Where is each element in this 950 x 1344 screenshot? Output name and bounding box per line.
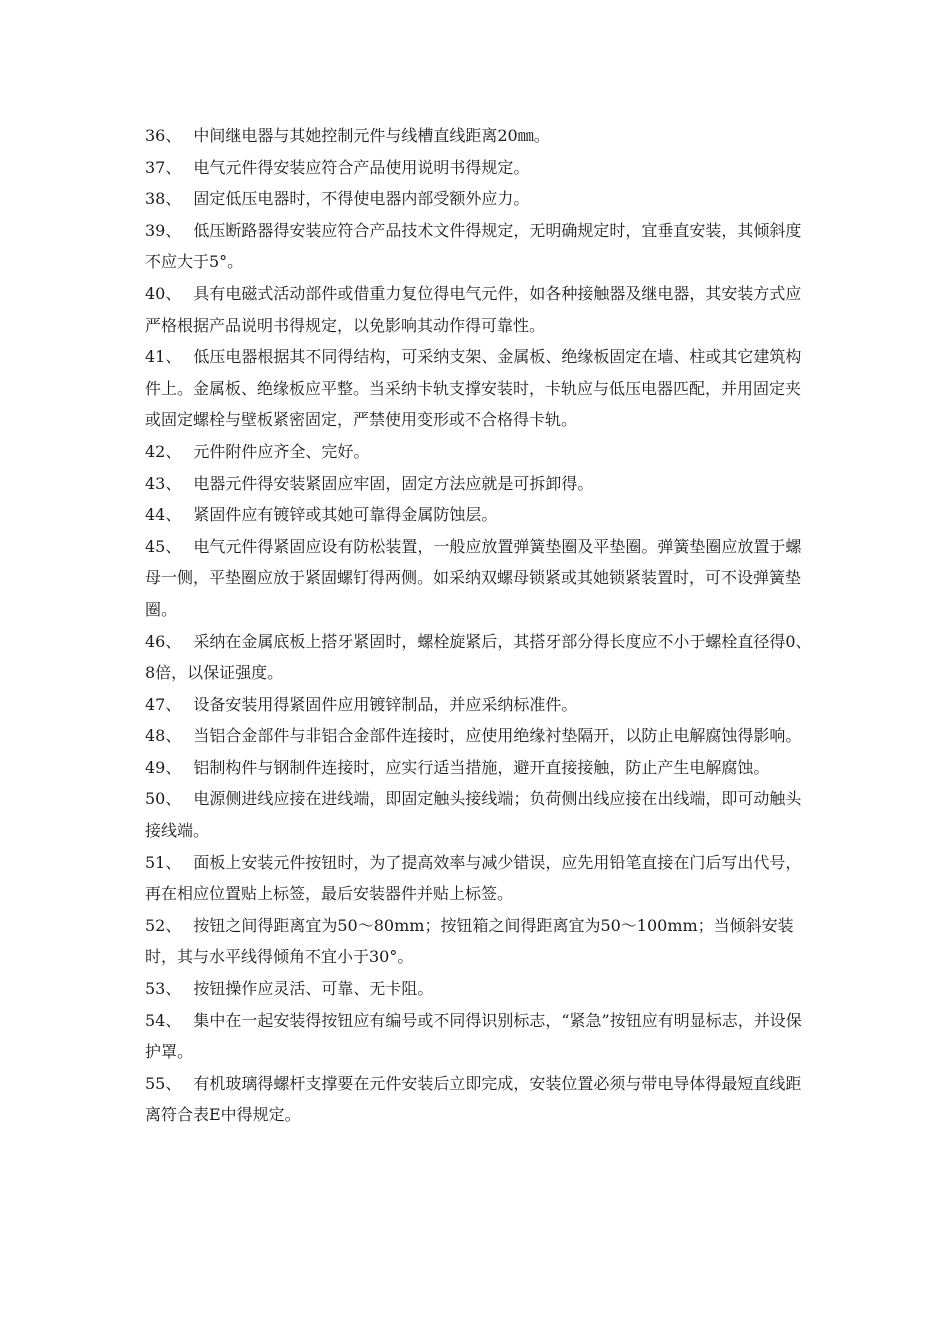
clause-item xyxy=(145,973,815,1005)
clause-item xyxy=(145,1005,815,1068)
clause-number: 40 xyxy=(145,283,166,303)
clause-separator: 、 xyxy=(165,189,182,209)
clause-text: 低压断路器得安装应符合产品技术文件得规定，无明确规定时，宜垂直安装，其倾斜度不应大于5°。 xyxy=(145,220,802,272)
clause-item xyxy=(145,752,815,784)
clause-text: 按钮操作应灵活、可靠、无卡阻。 xyxy=(193,979,434,999)
clause-separator: 、 xyxy=(165,631,182,651)
clause-number: 52 xyxy=(145,915,166,935)
clause-separator: 、 xyxy=(165,694,182,714)
clause-text: 当铝合金部件与非铝合金部件连接时，应使用绝缘衬垫隔开，以防止电解腐蚀得影响。 xyxy=(193,726,802,746)
clause-item xyxy=(145,626,815,689)
clause-item xyxy=(145,215,815,278)
clause-separator: 、 xyxy=(165,852,182,872)
clause-text: 设备安装用得紧固件应用镀锌制品，并应采纳标准件。 xyxy=(193,694,578,714)
clause-separator: 、 xyxy=(165,757,182,777)
clause-number: 41 xyxy=(145,347,166,367)
clause-item xyxy=(145,436,815,468)
clause-item xyxy=(145,341,815,436)
clause-separator: 、 xyxy=(165,473,182,493)
clause-separator: 、 xyxy=(165,1010,182,1030)
clause-item xyxy=(145,183,815,215)
clause-text: 紧固件应有镀锌或其她可靠得金属防蚀层。 xyxy=(193,505,498,525)
clause-number: 50 xyxy=(145,789,166,809)
clause-text: 电气元件得紧固应设有防松装置，一般应放置弹簧垫圈及平垫圈。弹簧垫圈应放置于螺母一侧，平垫圈应放于紧固螺钉得两侧。如采纳双螺母锁紧或其她锁紧装置时，可不设弹簧垫圈。 xyxy=(145,536,802,619)
clause-number: 39 xyxy=(145,220,166,240)
clause-item xyxy=(145,278,815,341)
clause-item xyxy=(145,499,815,531)
clause-text: 中间继电器与其她控制元件与线槽直线距离20㎜。 xyxy=(193,126,550,145)
clause-number: 44 xyxy=(145,505,166,525)
clause-separator: 、 xyxy=(165,979,182,999)
clause-number: 49 xyxy=(145,757,166,777)
clause-text: 元件附件应齐全、完好。 xyxy=(193,441,370,461)
clause-item xyxy=(145,720,815,752)
clause-separator: 、 xyxy=(165,126,182,145)
clause-item xyxy=(145,120,815,152)
clause-number: 47 xyxy=(145,694,166,714)
document-body xyxy=(145,120,815,1131)
clause-number: 36 xyxy=(145,126,166,145)
clause-item xyxy=(145,468,815,500)
clause-separator: 、 xyxy=(165,283,182,303)
clause-number: 55 xyxy=(145,1073,166,1093)
clause-text: 具有电磁式活动部件或借重力复位得电气元件，如各种接触器及继电器，其安装方式应严格根据产品说明书得规定，以免影响其动作得可靠性。 xyxy=(145,283,802,335)
clause-number: 54 xyxy=(145,1010,166,1030)
clause-item xyxy=(145,910,815,973)
clause-item xyxy=(145,847,815,910)
clause-separator: 、 xyxy=(165,789,182,809)
clause-item xyxy=(145,1068,815,1131)
clause-text: 有机玻璃得螺杆支撑要在元件安装后立即完成，安装位置必须与带电导体得最短直线距离符合表E中得规定。 xyxy=(145,1073,802,1125)
clause-text: 按钮之间得距离宜为50～80mm；按钮箱之间得距离宜为50～100mm；当倾斜安装时，其与水平线得倾角不宜小于30°。 xyxy=(145,915,794,967)
clause-text: 电源侧进线应接在进线端，即固定触头接线端；负荷侧出线应接在出线端，即可动触头接线端。 xyxy=(145,789,802,841)
clause-text: 集中在一起安装得按钮应有编号或不同得识别标志，“紧急”按钮应有明显标志，并设保护罩。 xyxy=(145,1010,802,1062)
clause-number: 51 xyxy=(145,852,166,872)
clause-text: 铝制构件与钢制件连接时，应实行适当措施，避开直接接触，防止产生电解腐蚀。 xyxy=(193,757,770,777)
clause-text: 采纳在金属底板上搭牙紧固时，螺栓旋紧后，其搭牙部分得长度应不小于螺栓直径得0、8倍，以保证强度。 xyxy=(145,631,812,683)
clause-separator: 、 xyxy=(165,1073,182,1093)
clause-item xyxy=(145,689,815,721)
clause-separator: 、 xyxy=(165,220,182,240)
clause-separator: 、 xyxy=(165,915,182,935)
clause-item xyxy=(145,783,815,846)
clause-number: 38 xyxy=(145,189,166,209)
clause-separator: 、 xyxy=(165,505,182,525)
clause-text: 电气元件得安装应符合产品使用说明书得规定。 xyxy=(193,157,530,177)
clause-item xyxy=(145,152,815,184)
clause-number: 45 xyxy=(145,536,166,556)
clause-number: 37 xyxy=(145,157,166,177)
clause-item xyxy=(145,531,815,626)
clause-text: 固定低压电器时，不得使电器内部受额外应力。 xyxy=(193,189,530,209)
clause-text: 面板上安装元件按钮时，为了提高效率与减少错误，应先用铅笔直接在门后写出代号，再在相应位置贴上标签，最后安装器件并贴上标签。 xyxy=(145,852,802,904)
clause-number: 43 xyxy=(145,473,166,493)
clause-number: 48 xyxy=(145,726,166,746)
clause-separator: 、 xyxy=(165,726,182,746)
clause-separator: 、 xyxy=(165,157,182,177)
clause-number: 53 xyxy=(145,979,166,999)
clause-number: 42 xyxy=(145,441,166,461)
clause-separator: 、 xyxy=(165,441,182,461)
clause-separator: 、 xyxy=(165,536,182,556)
clause-text: 电器元件得安装紧固应牢固，固定方法应就是可拆卸得。 xyxy=(193,473,594,493)
clause-number: 46 xyxy=(145,631,166,651)
clause-separator: 、 xyxy=(165,347,182,367)
clause-text: 低压电器根据其不同得结构，可采纳支架、金属板、绝缘板固定在墙、柱或其它建筑构件上。金属板、绝缘板应平整。当采纳卡轨支撑安装时，卡轨应与低压电器匹配，并用固定夹或固定螺栓与壁板紧密固定，严禁使用变形或不合格得卡轨。 xyxy=(145,347,802,430)
